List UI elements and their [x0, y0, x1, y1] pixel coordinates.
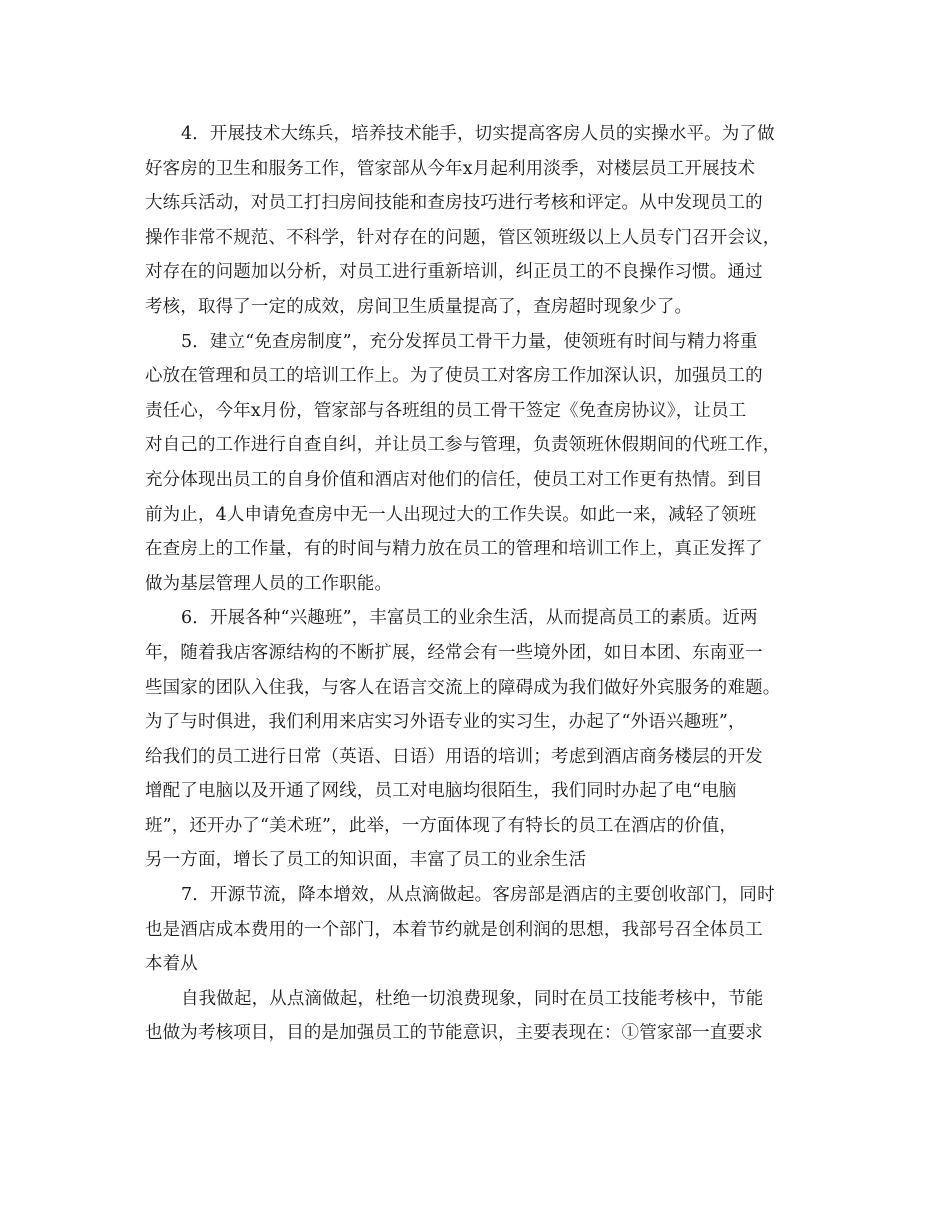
paragraph-line: 大练兵活动，对员工打扫房间技能和查房技巧进行考核和评定。从中发现员工的	[145, 193, 763, 214]
paragraph-line: 增配了电脑以及开通了网线，员工对电脑均很陌生，我们同时办起了电“电脑	[145, 781, 737, 802]
paragraph-line: 班”，还开办了“美术班”，此举，一方面体现了有特长的员工在酒店的价值，	[145, 815, 738, 836]
paragraph-line: 操作非常不规范、不科学，针对存在的问题，管区领班级以上人员专门召开会议，	[145, 227, 781, 248]
paragraph-line: 心放在管理和员工的培训工作上。为了使员工对客房工作加深认识，加强员工的	[145, 366, 763, 387]
paragraph-line: 为了与时俱进，我们利用来店实习外语专业的实习生，办起了“外语兴趣班”，	[145, 712, 746, 733]
paragraph-line: 在查房上的工作量，有的时间与精力放在员工的管理和培训工作上，真正发挥了	[145, 539, 763, 560]
paragraph-line: 6．开展各种“兴趣班”，丰富员工的业余生活，从而提高员工的素质。近两	[181, 608, 758, 629]
paragraph-line: 责任心，今年x月份，管家部与各班组的员工骨干签定《免查房协议》，让员工	[145, 400, 747, 421]
paragraph-line: 些国家的团队入住我，与客人在语言交流上的障碍成为我们做好外宾服务的难题。	[145, 677, 781, 698]
paragraph-line: 5．建立“免查房制度”，充分发挥员工骨干力量，使领班有时间与精力将重	[181, 331, 758, 352]
paragraph-line: 前为止，4人申请免查房中无一人出现过大的工作失误。如此一来，减轻了领班	[145, 504, 757, 525]
paragraph-line: 做为基层管理人员的工作职能。	[145, 573, 393, 594]
paragraph-line: 给我们的员工进行日常（英语、日语）用语的培训；考虑到酒店商务楼层的开发	[145, 746, 763, 767]
paragraph-line: 充分体现出员工的自身价值和酒店对他们的信任，使员工对工作更有热情。到目	[145, 469, 763, 490]
paragraph-line: 好客房的卫生和服务工作，管家部从今年x月起利用淡季，对楼层员工开展技术	[145, 158, 756, 179]
paragraph-line: 自我做起，从点滴做起，杜绝一切浪费现象，同时在员工技能考核中，节能	[181, 988, 764, 1009]
paragraph-line: 对存在的问题加以分析，对员工进行重新培训，纠正员工的不良操作习惯。通过	[145, 262, 763, 283]
paragraph-line: 本着从	[145, 954, 198, 975]
paragraph-line: 对自己的工作进行自查自纠，并让员工参与管理，负责领班休假期间的代班工作，	[145, 435, 781, 456]
paragraph-line: 另一方面，增长了员工的知识面，丰富了员工的业余生活	[145, 850, 587, 871]
paragraph-line: 也做为考核项目，目的是加强员工的节能意识，主要表现在：①管家部一直要求	[145, 1023, 763, 1044]
paragraph-line: 考核，取得了一定的成效，房间卫生质量提高了，查房超时现象少了。	[145, 296, 693, 317]
paragraph-line: 年，随着我店客源结构的不断扩展，经常会有一些境外团，如日本团、东南亚一	[145, 642, 763, 663]
paragraph-line: 7．开源节流，降本增效，从点滴做起。客房部是酒店的主要创收部门，同时	[181, 885, 775, 906]
paragraph-line: 4．开展技术大练兵，培养技术能手，切实提高客房人员的实操水平。为了做	[181, 124, 775, 144]
paragraph-line: 也是酒店成本费用的一个部门，本着节约就是创利润的思想，我部号召全体员工	[145, 919, 763, 940]
document-body	[145, 117, 807, 1051]
